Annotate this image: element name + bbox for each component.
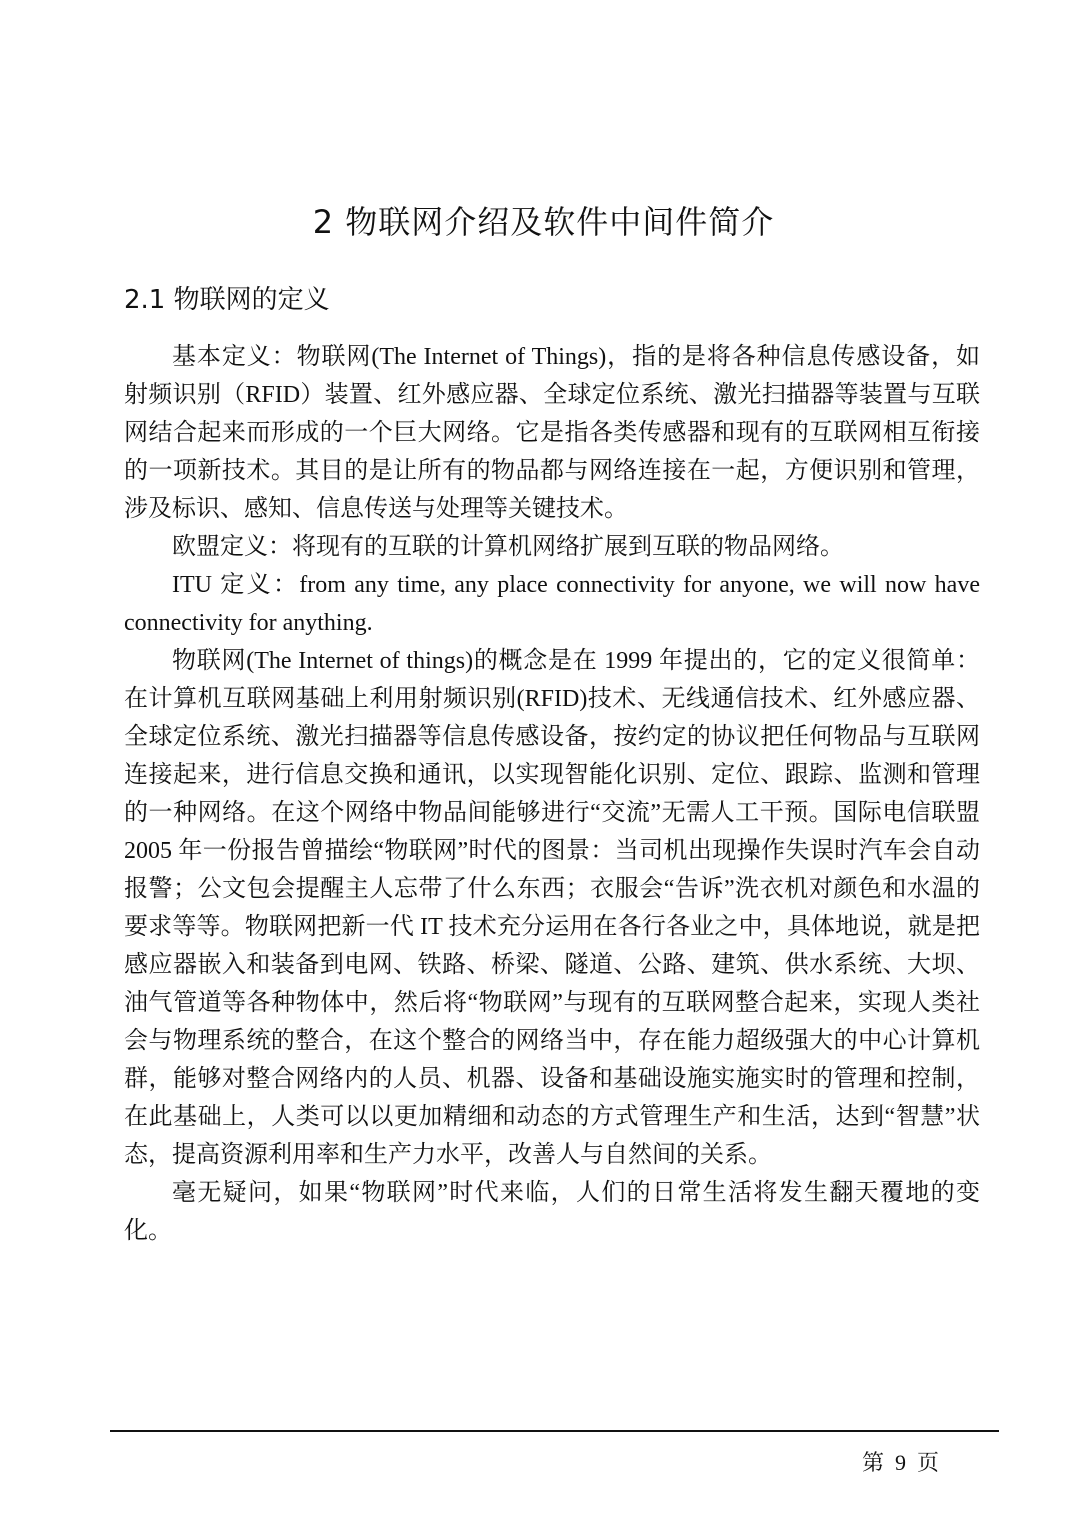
section-title: 2.1 物联网的定义 xyxy=(124,285,330,315)
chapter-title: 2 物联网介绍及软件中间件简介 xyxy=(312,203,775,241)
paragraph-iot-concept: 物联网(The Internet of things)的概念是在 1999 年提出的，它的定义很简单：在计算机互联网基础上利用射频识别(RFID)技术、无线通信技术、红外感应器、全球定位系统、激光扫描器等信息传感设备，按约定的协议把任何物品与互联网连接起来，进行信息交换和通讯，以实现智能化识别、定位、跟踪、监测和管理的一种网络。在这个网络中物品间能够进行“交流”无需人工干预。国际电信联盟 2005 年一份报告曾描绘“物联网”时代的图景：当司机出现操作失误时汽车会自动报警；公文包会提醒主人忘带了什么东西；衣服会“告诉”洗衣机对颜色和水温的要求等等。物联网把新一代 IT 技术充分运用在各行各业之中，具体地说，就是把感应器嵌入和装备到电网、铁路、桥梁、隧道、公路、建筑、供水系统、大坝、油气管道等各种物体中，然后将“物联网”与现有的互联网整合起来，实现人类社会与物理系统的整合，在这个整合的网络当中，存在能力超级强大的中心计算机群，能够对整合网络内的人员、机器、设备和基础设施实施实时的管理和控制，在此基础上，人类可以以更加精细和动态的方式管理生产和生活，达到“智慧”状态，提高资源利用率和生产力水平，改善人与自然间的关系。 xyxy=(124,648,980,1168)
footer-divider xyxy=(110,1430,999,1432)
body-text xyxy=(124,338,980,1250)
paragraph-basic-definition: 基本定义：物联网(The Internet of Things)，指的是将各种信息传感设备，如射频识别（RFID）装置、红外感应器、全球定位系统、激光扫描器等装置与互联网结合起来而形成的一个巨大网络。它是指各类传感器和现有的互联网相互衔接的一项新技术。其目的是让所有的物品都与网络连接在一起，方便识别和管理，涉及标识、感知、信息传送与处理等关键技术。 xyxy=(124,344,980,522)
paragraph-conclusion: 毫无疑问，如果“物联网”时代来临，人们的日常生活将发生翻天覆地的变化。 xyxy=(124,1180,980,1244)
page-number: 第 9 页 xyxy=(862,1450,940,1475)
paragraph-eu-definition: 欧盟定义：将现有的互联的计算机网络扩展到互联的物品网络。 xyxy=(172,534,844,560)
paragraph-itu-definition: ITU 定义：from any time, any place connectivity for anyone, we will now have connectivity for anything. xyxy=(124,572,980,636)
